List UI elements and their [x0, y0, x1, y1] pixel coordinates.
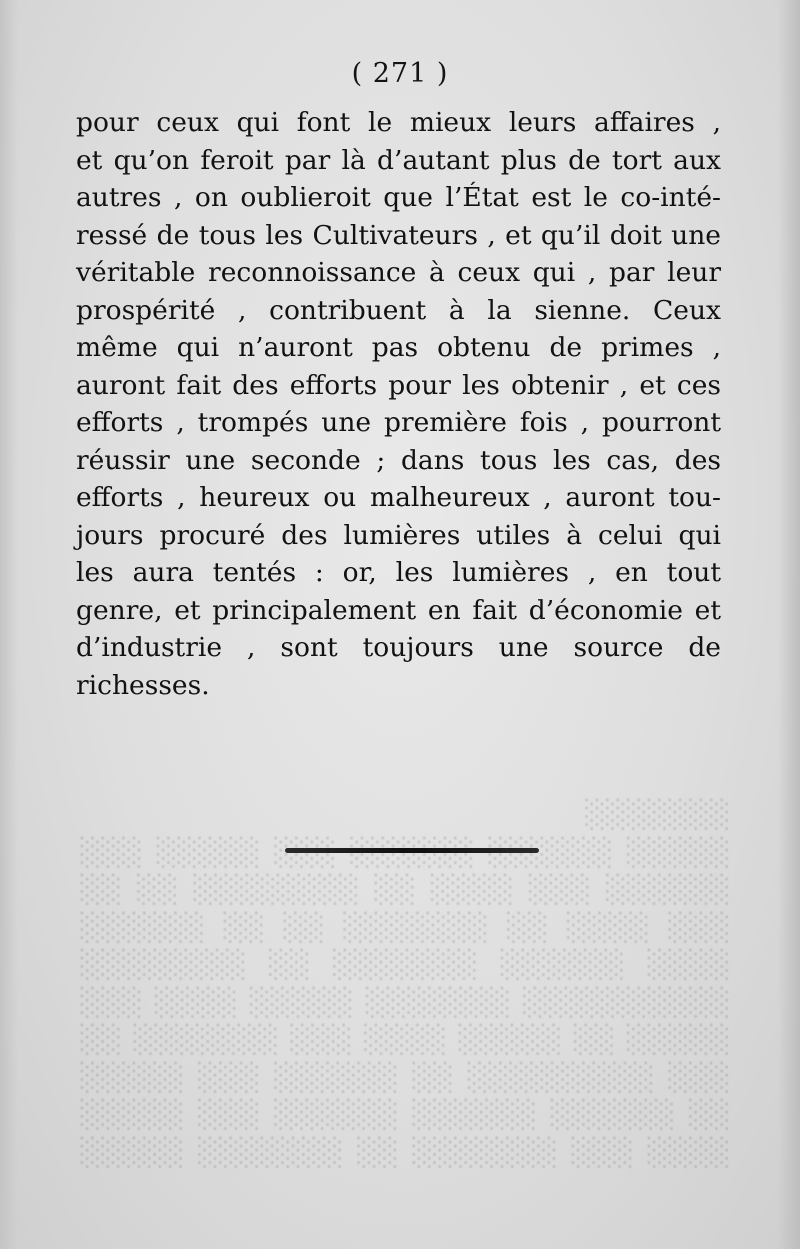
text-line: pour ceux qui font le mieux leurs affaires , — [76, 107, 721, 138]
text-line: efforts , heureux ou malheureux , auront tou- — [76, 482, 721, 513]
page-shadow-right — [778, 0, 800, 1249]
page-number: ( 271 ) — [351, 58, 449, 89]
text-line: véritable reconnoissance à ceux qui , par leur — [76, 257, 721, 288]
body-paragraph — [76, 104, 721, 704]
text-line: auront fait des efforts pour les obtenir , et ces — [76, 369, 721, 401]
text-line: même qui n’auront pas obtenu de primes , — [76, 332, 721, 363]
text-line: genre, et principalement en fait d’économie et — [76, 594, 721, 626]
section-divider-rule — [285, 848, 539, 853]
text-line: les aura tentés : or, les lumières , en tout — [76, 557, 721, 588]
page-shadow-left — [0, 0, 18, 1249]
text-line: d’industrie , sont toujours une source de — [76, 632, 721, 663]
text-line: efforts , trompés une première fois , pourront — [76, 407, 721, 438]
reverse-side-show-through: ░░░░ ░░░ ░░░░░░░ ░░ ░░░░░░░ ░░░░░ ░░ ░░░░░░ ░░░░░░ ░░░░░░ ░░░ ░░░░░ ░░░ ░░░░░░░░░ ░░ ░░░░░░ ░░░ ░░░░░ ░░░░░ ░░ ░░░░░ ░░░░ ░░░ ░░░░░░░ ░░ ░░░░░░░░░░ ░░░░░░░ ░░░░░ ░░░░ ░░░ ░░░░ ░░░░░░ ░░░░░░░ ░░ ░░░░░░░░ ░░░ ░░░░ ░░ ░░░░░░░ ░░ ░░ ░░░░░░ ░░░░░░ ░░░ ░░░░ ░░ ░░░░░░░░ ░░ ░░ ░░░░░ ░░░░░░ ░░░░░ ░░░ ░░░░░░░ — [78, 798, 728, 1167]
text-line-last: richesses. — [76, 669, 210, 701]
text-line: et qu’on feroit par là d’autant plus de tort aux — [76, 144, 721, 176]
text-line: autres , on oublieroit que l’État est le co-inté- — [76, 182, 721, 213]
text-line: prospérité , contribuent à la sienne. Ceux — [76, 294, 721, 326]
text-line: réussir une seconde ; dans tous les cas, des — [76, 444, 721, 476]
text-line: ressé de tous les Cultivateurs , et qu’il doit une — [76, 219, 721, 251]
text-line: jours procuré des lumières utiles à celui qui — [76, 519, 721, 551]
